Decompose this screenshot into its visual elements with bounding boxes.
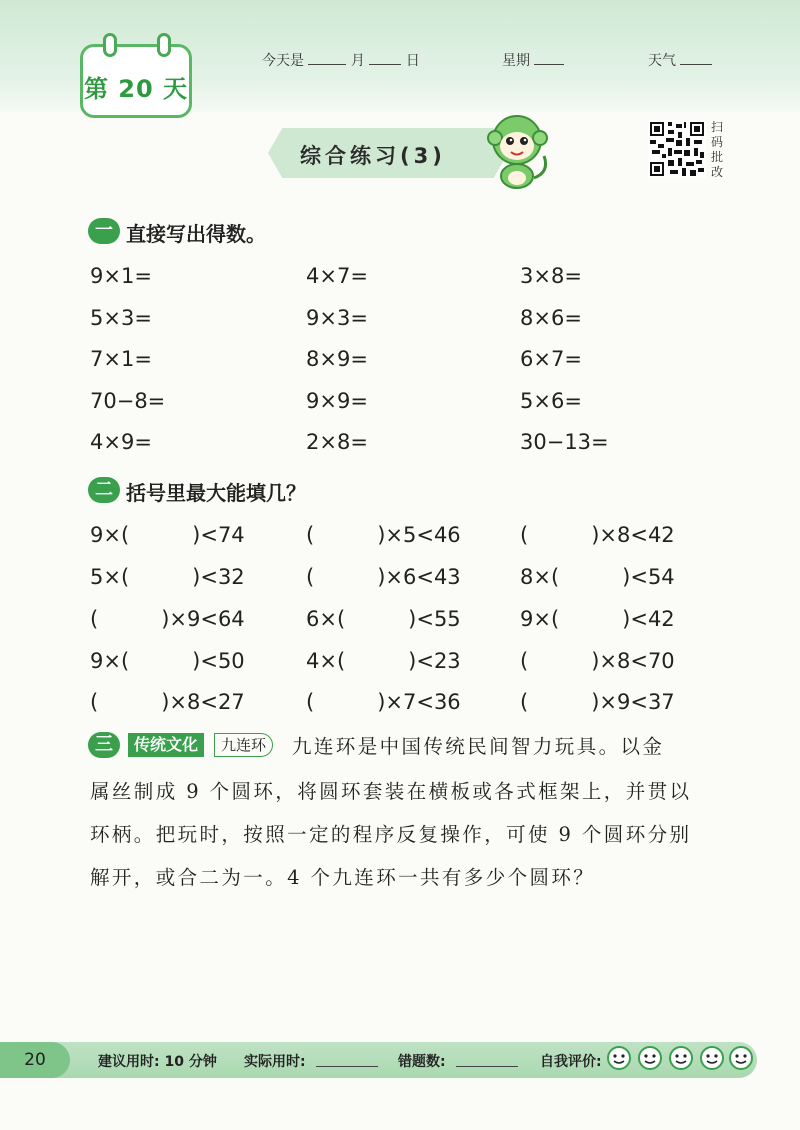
s2-item[interactable]: 9×( )<42 [520, 607, 675, 631]
word-problem-line: 属丝制成 9 个圆环，将圆环套装在横板或各式框架上，并贯以 [90, 780, 692, 803]
error-count-blank[interactable] [456, 1054, 518, 1067]
s1-item[interactable]: 3×8= [520, 264, 582, 288]
s1-item[interactable]: 30−13= [520, 430, 609, 454]
day-blank[interactable] [369, 52, 401, 65]
page-title: 综合练习(3) [300, 144, 446, 168]
s2-item[interactable]: 6×( )<55 [306, 607, 461, 631]
rating-face-icon[interactable] [668, 1045, 694, 1071]
rating-face-icon[interactable] [637, 1045, 663, 1071]
s1-item[interactable]: 9×3= [306, 306, 368, 330]
s2-item[interactable]: ( )×8<70 [520, 649, 675, 673]
s2-item[interactable]: ( )×9<64 [90, 607, 245, 631]
section-two-badge: 二 [88, 477, 120, 503]
s2-item[interactable]: ( )×6<43 [306, 565, 461, 589]
weather-blank[interactable] [680, 52, 712, 65]
s1-item[interactable]: 4×7= [306, 264, 368, 288]
s1-item[interactable]: 2×8= [306, 430, 368, 454]
actual-time-blank[interactable] [316, 1054, 378, 1067]
s2-item[interactable]: ( )×8<42 [520, 523, 675, 547]
weekday-line: 星期 [502, 50, 564, 70]
word-problem-line: 九连环是中国传统民间智力玩具。以金 [292, 735, 665, 758]
rating-face-icon[interactable] [606, 1045, 632, 1071]
s1-item[interactable]: 7×1= [90, 347, 152, 371]
s1-item[interactable]: 8×6= [520, 306, 582, 330]
s2-item[interactable]: 5×( )<32 [90, 565, 245, 589]
page-number: 20 [0, 1042, 70, 1078]
s1-item[interactable]: 9×9= [306, 389, 368, 413]
s1-item[interactable]: 8×9= [306, 347, 368, 371]
self-eval-label: 自我评价: [540, 1054, 602, 1070]
s1-item[interactable]: 5×3= [90, 306, 152, 330]
section-one-badge: 一 [88, 218, 120, 244]
monkey-mascot-icon [484, 108, 554, 194]
weather-line: 天气 [648, 50, 712, 70]
word-problem-line: 环柄。把玩时，按照一定的程序反复操作，可使 9 个圆环分别 [90, 823, 692, 846]
weekday-blank[interactable] [534, 52, 564, 65]
s1-item[interactable]: 5×6= [520, 389, 582, 413]
s1-item[interactable]: 70−8= [90, 389, 166, 413]
nine-rings-tag: 九连环 [214, 733, 273, 757]
day-badge [80, 44, 192, 118]
date-line: 今天是 月 日 [262, 53, 420, 69]
suggested-time: 建议用时: 10 分钟 [98, 1054, 217, 1070]
word-problem-line: 解开，或合二为一。4 个九连环一共有多少个圆环？ [90, 866, 596, 889]
s2-item[interactable]: ( )×7<36 [306, 690, 461, 714]
rating-face-icon[interactable] [699, 1045, 725, 1071]
s2-item[interactable]: 9×( )<74 [90, 523, 245, 547]
actual-time-label: 实际用时: [244, 1054, 306, 1070]
s1-item[interactable]: 9×1= [90, 264, 152, 288]
error-count-label: 错题数: [398, 1054, 446, 1070]
section-one-title: 直接写出得数。 [126, 222, 266, 246]
rating-face-icon[interactable] [728, 1045, 754, 1071]
s2-item[interactable]: 4×( )<23 [306, 649, 461, 673]
month-blank[interactable] [308, 52, 346, 65]
day-label: 第 20 天 [83, 75, 189, 103]
s1-item[interactable]: 6×7= [520, 347, 582, 371]
section-three-badge: 三 [88, 732, 120, 758]
s2-item[interactable]: 9×( )<50 [90, 649, 245, 673]
section-two-title: 括号里最大能填几？ [126, 481, 306, 505]
s2-item[interactable]: 8×( )<54 [520, 565, 675, 589]
scan-to-grade-label: 扫 码 批 改 [710, 120, 723, 179]
qr-code-icon[interactable] [648, 120, 706, 178]
s2-item[interactable]: ( )×9<37 [520, 690, 675, 714]
s2-item[interactable]: ( )×8<27 [90, 690, 245, 714]
s1-item[interactable]: 4×9= [90, 430, 152, 454]
s2-item[interactable]: ( )×5<46 [306, 523, 461, 547]
traditional-culture-tag: 传统文化 [128, 733, 204, 757]
